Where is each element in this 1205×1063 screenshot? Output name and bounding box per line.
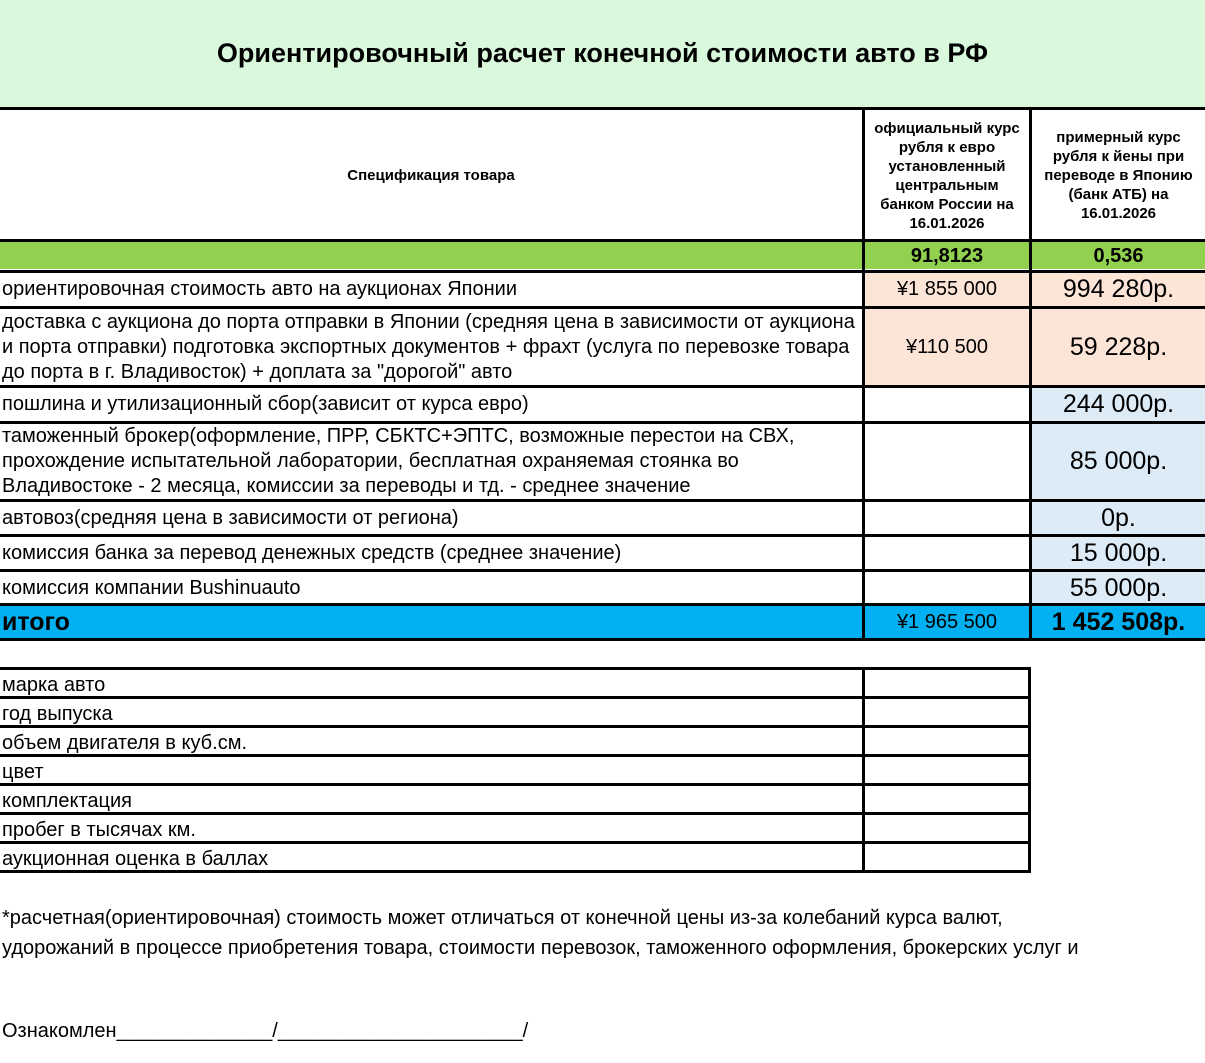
- car-field-trim-label: комплектация: [2, 790, 132, 812]
- yen-rate-header: [1032, 110, 1205, 241]
- car-field-grade-value[interactable]: [865, 845, 1029, 872]
- car-field-engine-value[interactable]: [865, 729, 1029, 756]
- row-bank-fee-rub: 15 000р.: [1032, 537, 1205, 569]
- row-carrier-yen: [865, 502, 1029, 534]
- row-carrier-rub: 0р.: [1032, 502, 1205, 534]
- car-field-brand-value[interactable]: [865, 671, 1029, 698]
- row-company-fee-rub: 55 000р.: [1032, 572, 1205, 604]
- car-field-grade-label: аукционная оценка в баллах: [2, 848, 269, 870]
- total-yen: ¥1 965 500: [896, 611, 998, 633]
- car-field-color-label: цвет: [2, 761, 44, 783]
- row-duty-rub: 244 000р.: [1032, 388, 1205, 421]
- row-carrier-label: автовоз(средняя цена в зависимости от региона): [2, 506, 459, 529]
- row-delivery-rub: 59 228р.: [1032, 309, 1205, 385]
- row-bank-fee-yen: [865, 537, 1029, 569]
- row-company-fee-label: комиссия компании Bushinuauto: [2, 576, 301, 599]
- row-auction-price-rub: 994 280р.: [1032, 273, 1205, 306]
- car-field-trim-value[interactable]: [865, 787, 1029, 814]
- signature-line: Ознакомлен______________/______________________/: [2, 1020, 529, 1042]
- footnote-line-1: *расчетная(ориентировочная) стоимость может отличаться от конечной цены из-за колебаний курса валют,: [2, 907, 1003, 929]
- total-rub: 1 452 508р.: [1051, 608, 1186, 636]
- row-broker-label: [0, 424, 862, 499]
- car-field-engine-label: объем двигателя в куб.см.: [2, 732, 247, 754]
- page-title: Ориентировочный расчет конечной стоимости авто в РФ: [0, 0, 1205, 110]
- car-field-color-value[interactable]: [865, 758, 1029, 785]
- euro-rate-header: [865, 110, 1029, 241]
- row-auction-price-label: ориентировочная стоимость авто на аукционах Японии: [2, 278, 518, 300]
- car-field-mileage-label: пробег в тысячах км.: [2, 819, 196, 841]
- row-delivery-text: доставка с аукциона до порта отправки в Японии (средняя цена в зависимости от аукциона и порта отправки) подготовка экспортных документов + фрахт (услуга по перевозке товара до порта в г. Владивосток) + доплата за "дорогой" авто: [2, 310, 855, 383]
- row-broker-rub: 85 000р.: [1032, 424, 1205, 499]
- row-broker-text: таможенный брокер(оформление, ПРР, СБКТС+ЭПТС, возможные перестои на СВХ, прохождение испытательной лаборатории, бесплатная охраняемая стоянка во Владивостоке - 2 месяца, комиссии за переводы и тд. - среднее значение: [2, 425, 795, 497]
- spec-header: [0, 110, 862, 241]
- euro-rate-header-label: официальный курс рубля к евро установленный центральным банком России на 16.01.2026: [874, 119, 1020, 232]
- total-label: итого: [2, 608, 70, 636]
- car-field-brand-label: марка авто: [2, 674, 106, 696]
- car-field-year-label: год выпуска: [2, 703, 113, 725]
- yen-rate-value: 0,536: [1093, 244, 1144, 267]
- footnote-line-2: удорожаний в процессе приобретения товара, стоимости перевозок, таможенного оформления, брокерских услуг и: [2, 937, 1079, 959]
- row-delivery-yen: ¥110 500: [865, 309, 1029, 385]
- row-duty-label: пошлина и утилизационный сбор(зависит от курса евро): [2, 393, 529, 415]
- row-delivery-label: [0, 309, 862, 385]
- row-auction-price-yen: ¥1 855 000: [865, 273, 1029, 306]
- row-bank-fee-label: комиссия банка за перевод денежных средств (среднее значение): [2, 541, 622, 564]
- yen-rate-header-label: примерный курс рубля к йены при переводе в Японию (банк АТБ) на 16.01.2026: [1044, 129, 1193, 222]
- car-field-mileage-value[interactable]: [865, 816, 1029, 843]
- row-broker-yen: [865, 424, 1029, 499]
- euro-rate-value: 91,8123: [910, 244, 984, 267]
- spec-header-label: Спецификация товара: [347, 167, 515, 184]
- car-field-year-value[interactable]: [865, 700, 1029, 727]
- row-company-fee-yen: [865, 572, 1029, 604]
- row-duty-yen: [865, 388, 1029, 421]
